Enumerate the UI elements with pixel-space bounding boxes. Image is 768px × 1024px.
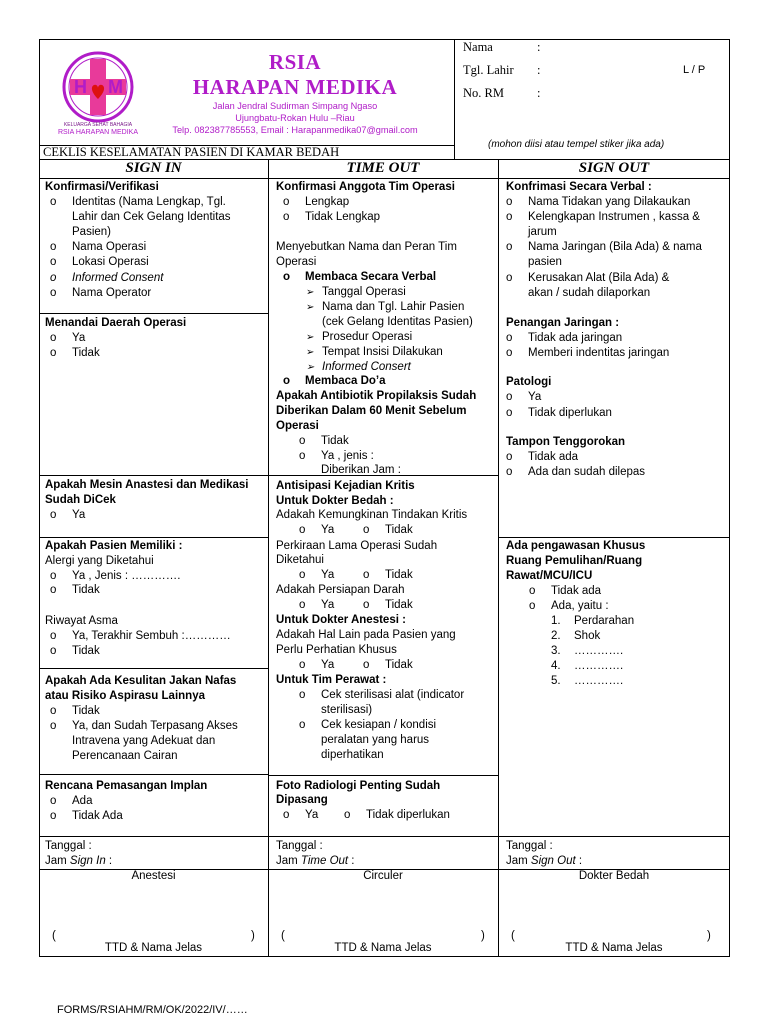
kerusakan-line2: akan / sudah dilaporkan [528,287,651,299]
nafas-title-1: Apakah Ada Kesulitan Jakan Nafas [45,675,237,687]
nafas-title-2: atau Risiko Aspirasu Lainnya [45,690,205,702]
checkbox-menandai-ya[interactable]: o Ya [72,331,85,346]
pengawasan-line1: Ada pengawasan Khusus [506,540,646,552]
sig-circuler-paren-close: ) [481,930,485,942]
hal-lain-line1: Adakah Hal Lain pada Pasien yang [276,629,456,641]
checkbox-darah-tidak[interactable]: o Tidak [385,598,413,613]
kesiapan-line2: peralatan yang harus [321,734,430,746]
jam-suffix: : [575,855,583,867]
foto-line2: Dipasang [276,794,328,806]
pengawasan-line2: Ruang Pemulihan/Ruang [506,555,643,567]
nafas-ya-line3: Perencanaan Cairan [72,750,178,762]
checkbox-darah-ya[interactable]: o Ya [321,598,334,613]
sig-anestesi-title: Anestesi [131,870,176,882]
line [268,775,498,776]
pasien-title: Apakah Pasien Memiliki : [45,540,183,552]
sig-circuler-paren-open: ( [281,930,285,942]
list-item: 5. [551,675,561,687]
checkbox-perkiraan-ya[interactable]: o Ya [321,568,334,583]
checkbox-memberi-identitas[interactable]: o Memberi indentitas jaringan [528,346,669,361]
jam-prefix: Jam [276,855,301,867]
address-line3: Telp. 082387785553, Email : Harapanmedika07@gmail.com [172,125,418,135]
sign-in-tanggal[interactable]: Tanggal : [45,840,92,852]
header-divider [454,39,455,159]
jam-suffix: : [105,855,113,867]
gender-field[interactable]: L / P [683,64,706,76]
foto-line1: Foto Radiologi Penting Sudah [276,780,441,792]
riwayat-asma-label: Riwayat Asma [45,615,118,627]
checkbox-nafas-ya[interactable]: o Ya, dan Sudah Terpasang Akses [72,719,238,734]
patologi-title: Patologi [506,376,552,388]
checkbox-alergi-tidak[interactable]: o Tidak [72,583,100,598]
diberikan-jam[interactable]: Diberikan Jam : [321,464,401,476]
mesin-title-2: Sudah DiCek [45,494,116,506]
arrow-informed-consert: ➢ Informed Consert [322,360,411,375]
svg-text:H: H [74,77,87,97]
checkbox-nafas-tidak[interactable]: o Tidak [72,704,100,719]
sign-out-heading: SIGN OUT [578,160,650,176]
list-item-text: Shok [574,630,601,642]
colhead-bottom-line [39,178,730,179]
jam-suffix: : [348,855,355,867]
jam-italic: Sign In [69,855,106,867]
no-rm-colon[interactable]: : [537,86,541,100]
jam-prefix: Jam [506,855,531,867]
hospital-name-line2: HARAPAN MEDIKA [192,75,398,99]
checkbox-implan-ada[interactable]: o Ada [72,794,92,809]
sig-anestesi-ttd[interactable]: TTD & Nama Jelas [104,942,203,954]
arrow-nama-tgl: ➢ Nama dan Tgl. Lahir Pasien [322,300,464,315]
tgl-lahir-label: Tgl. Lahir [463,63,514,77]
svg-text:M: M [108,77,123,97]
sig-dokter-paren-close: ) [707,930,711,942]
tgl-lahir-colon[interactable]: : [537,63,541,77]
logo-arc-text: KELUARGA SEHAT BAHAGIA [63,122,133,128]
kelengkapan-line2: jarum [528,226,557,238]
checkbox-kelengkapan[interactable]: o Kelengkapan Instrumen , kassa & [528,210,700,225]
hospital-name-line1: RSIA [268,50,322,74]
line [498,537,730,538]
checkbox-mesin-ya[interactable]: o Ya [72,508,85,523]
nama-colon[interactable]: : [537,40,541,54]
sign-in-heading: SIGN IN [125,160,182,176]
mesin-title-1: Apakah Mesin Anastesi dan Medikasi [45,479,249,491]
penangan-title: Penangan Jaringan : [506,317,620,329]
checkbox-pengawasan-tidak-ada[interactable]: o Tidak ada [551,584,601,599]
sig-dokter-title: Dokter Bedah [578,870,650,882]
tampon-title: Tampon Tenggorokan [506,436,626,448]
checkbox-nama-operator[interactable]: o Nama Operator [72,286,151,301]
arrow-prosedur: ➢ Prosedur Operasi [322,330,412,345]
checkbox-nama-tindakan[interactable]: o Nama Tidakan yang Dilakaukan [528,195,690,210]
no-rm-label: No. RM [463,86,504,100]
line [39,313,268,314]
checkbox-informed-consent[interactable]: o Informed Consent [72,271,163,286]
logo-caption: RSIA HARAPAN MEDIKA [57,129,138,136]
checkbox-patologi-ya[interactable]: o Ya [528,390,541,405]
checkbox-antibiotik-tidak[interactable]: o Tidak [321,434,349,449]
untuk-perawat: Untuk Tim Perawat : [276,674,387,686]
so-konfirmasi-title: Konfrimasi Secara Verbal : [506,181,652,193]
checkbox-tampon-dilepas[interactable]: o Ada dan sudah dilepas [528,465,645,480]
checkbox-pengawasan-ada[interactable]: o Ada, yaitu : [551,599,609,614]
kesiapan-line3: diperhatikan [321,749,384,761]
persiapan-darah: Adakah Persiapan Darah [276,584,405,596]
checkbox-tidak-ada-jaringan[interactable]: o Tidak ada jaringan [528,331,622,346]
checkbox-lokasi-operasi[interactable]: o Lokasi Operasi [72,255,149,270]
list-item: 3. [551,645,561,657]
sign-out-jam[interactable] [506,854,582,869]
sig-anestesi-paren-open: ( [52,930,56,942]
menyebutkan-line1: Menyebutkan Nama dan Peran Tim [276,241,457,253]
sign-out-tanggal[interactable]: Tanggal : [506,840,553,852]
checkbox-asma-ya[interactable]: o Ya, Terakhir Sembuh :………… [72,629,231,644]
list-item-text[interactable]: …………. [574,675,624,687]
checkbox-nama-jaringan[interactable]: o Nama Jaringan (Bila Ada) & nama [528,240,702,255]
jam-italic: Sign Out [530,855,576,867]
list-item-text[interactable]: …………. [574,645,624,657]
checkbox-membaca-doa[interactable]: o Membaca Do’a [305,374,386,389]
line [39,836,730,837]
checkbox-alergi-ya[interactable]: o Ya , Jenis : …………. [72,569,180,584]
checkbox-lengkap[interactable]: o Lengkap [305,195,349,210]
sig-circuler-title: Circuler [363,870,403,882]
list-item: 2. [551,630,561,642]
hospital-logo [52,49,144,141]
checkbox-kritis-ya[interactable]: o Ya [321,523,334,538]
col-divider-2 [498,159,499,957]
pengawasan-line3: Rawat/MCU/ICU [506,570,593,582]
perkiraan-line2: Diketahui [276,554,324,566]
time-out-jam[interactable] [276,854,355,869]
list-item: 1. [551,615,561,627]
alergi-label: Alergi yang Diketahui [45,555,154,567]
sticker-note: (mohon diisi atau tempel stiker jika ada) [488,139,665,150]
checkbox-tampon-tidak-ada[interactable]: o Tidak ada [528,450,578,465]
checkbox-patologi-tidak[interactable]: o Tidak diperlukan [528,406,612,421]
checkbox-sterilisasi[interactable]: o Cek sterilisasi alat (indicator [321,688,464,703]
adakah-kritis: Adakah Kemungkinan Tindakan Kritis [276,509,468,521]
sig-anestesi-paren-close: ) [251,930,255,942]
checkbox-identitas[interactable]: o Identitas (Nama Lengkap, Tgl. [72,195,226,210]
checkbox-membaca-verbal[interactable]: o Membaca Secara Verbal [305,270,436,285]
line [39,774,268,775]
time-out-heading: TIME OUT [346,160,420,176]
checkbox-hal-lain-tidak[interactable]: o Tidak [385,658,413,673]
nama-label: Nama [463,40,493,54]
antisipasi-line2: Untuk Dokter Bedah : [276,495,394,507]
identitas-line2: Lahir dan Cek Gelang Identitas [72,211,231,223]
untuk-anestesi: Untuk Dokter Anestesi : [276,614,406,626]
jam-prefix: Jam [45,855,70,867]
antisipasi-line1: Antisipasi Kejadian Kritis [276,480,415,492]
jaringan-line2: pasien [528,256,562,268]
nama-tgl-line2: (cek Gelang Identitas Pasien) [322,316,473,328]
arrow-tanggal-operasi: ➢ Tanggal Operasi [322,285,406,300]
arrow-tempat-insisi: ➢ Tempat Insisi Dilakukan [322,345,443,360]
time-out-tanggal[interactable]: Tanggal : [276,840,323,852]
to-konfirmasi-title: Konfirmasi Anggota Tim Operasi [276,181,455,193]
sig-dokter-paren-open: ( [511,930,515,942]
antibiotik-line1: Apakah Antibiotik Propilaksis Sudah [276,390,477,402]
line [39,475,268,476]
checkbox-asma-tidak[interactable]: o Tidak [72,644,100,659]
checkbox-kritis-tidak[interactable]: o Tidak [385,523,413,538]
list-item: 4. [551,660,561,672]
menandai-title: Menandai Daerah Operasi [45,317,187,329]
checkbox-implan-tidak-ada[interactable]: o Tidak Ada [72,809,123,824]
checkbox-perkiraan-tidak[interactable]: o Tidak [385,568,413,583]
checkbox-menandai-tidak[interactable]: o Tidak [72,346,100,361]
checkbox-kerusakan[interactable]: o Kerusakan Alat (Bila Ada) & [528,271,669,286]
address-line1: Jalan Jendral Sudirman Simpang Ngaso [212,101,378,111]
nafas-ya-line2: Intravena yang Adekuat dan [72,735,216,747]
checkbox-antibiotik-ya[interactable]: o Ya , jenis : [321,449,374,464]
menyebutkan-line2: Operasi [276,256,317,268]
form-title: CEKLIS KESELAMATAN PASIEN DI KAMAR BEDAH [43,145,340,159]
line [39,668,268,669]
sign-in-jam[interactable] [45,854,112,869]
sig-dokter-ttd[interactable]: TTD & Nama Jelas [565,942,663,954]
list-item-text[interactable]: …………. [574,660,624,672]
line [39,537,268,538]
perkiraan-line1: Perkiraan Lama Operasi Sudah [276,540,438,552]
form-code: FORMS/RSIAHM/RM/OK/2022/IV/…… [57,1004,248,1016]
checkbox-foto-ya[interactable]: o Ya [305,808,318,823]
checkbox-hal-lain-ya[interactable]: o Ya [321,658,334,673]
checkbox-nama-operasi[interactable]: o Nama Operasi [72,240,146,255]
hal-lain-line2: Perlu Perhatian Khusus [276,644,397,656]
jam-italic: Time Out [300,855,349,867]
checkbox-tidak-lengkap[interactable]: o Tidak Lengkap [305,210,380,225]
checkbox-foto-tidak[interactable]: o Tidak diperlukan [366,808,450,823]
sig-circuler-ttd[interactable]: TTD & Nama Jelas [334,942,432,954]
konfirmasi-title: Konfirmasi/Verifikasi [45,181,159,193]
antibiotik-line2: Diberikan Dalam 60 Menit Sebelum [276,405,467,417]
checkbox-kesiapan[interactable]: o Cek kesiapan / kondisi [321,718,436,733]
address-line2: Ujungbatu-Rokan Hulu –Riau [235,113,355,123]
antibiotik-line3: Operasi [276,420,319,432]
list-item-text: Perdarahan [574,615,635,627]
identitas-line3: Pasien) [72,226,111,238]
sterilisasi-line2: sterilisasi) [321,704,373,716]
implan-title: Rencana Pemasangan Implan [45,780,208,792]
col-divider-1 [268,159,269,957]
